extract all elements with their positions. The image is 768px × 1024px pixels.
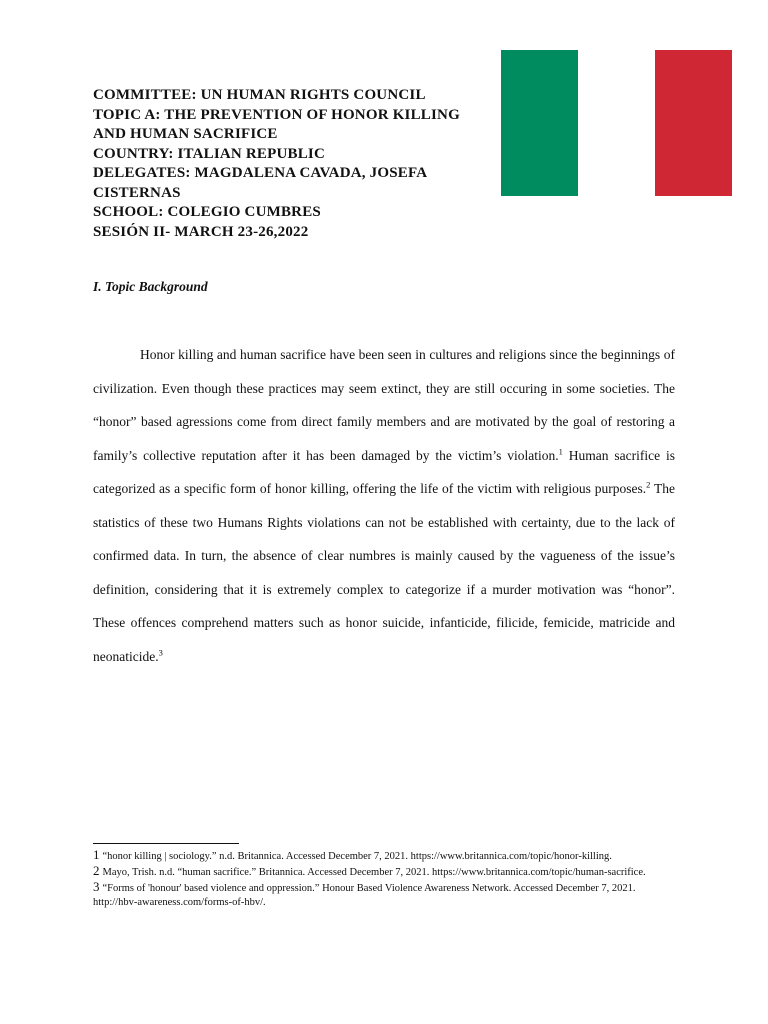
footnote-number: 1 <box>93 847 100 862</box>
document-header <box>93 86 493 242</box>
footnote-divider <box>93 843 239 844</box>
footnote-text: “Forms of 'honour' based violence and oppression.” Honour Based Violence Awareness Network. Accessed December 7, 2021. http://hbv-awareness.com/forms-of-hbv/. <box>93 883 636 908</box>
footnote-ref-2: 2 <box>646 479 651 490</box>
footnote-number: 3 <box>93 879 100 894</box>
footnote-ref-3: 3 <box>158 647 163 657</box>
body-paragraph-container <box>93 338 675 673</box>
committee-line: COMMITTEE: UN HUMAN RIGHTS COUNCIL <box>93 87 426 103</box>
section-title: I. Topic Background <box>93 279 208 294</box>
flag-white-band <box>578 50 655 196</box>
footnote-number: 2 <box>93 863 100 878</box>
footnote <box>93 848 675 864</box>
footnote-text: “honor killing | sociology.” n.d. Britannica. Accessed December 7, 2021. https://www.britannica.com/topic/honor-killing. <box>102 851 612 862</box>
paragraph-segment-1: Honor killing and human sacrifice have been seen in cultures and religions since the beginnings of civilization. Even though these practices may seem extinct, they are still occuring in some societies. The “honor” based agressions come from direct family members and are motivated by the goal of restoring a family’s collective reputation after it has been damaged by the victim’s violation. <box>93 347 675 463</box>
body-paragraph <box>93 338 675 673</box>
footnote <box>93 864 675 880</box>
topic-line: TOPIC A: THE PREVENTION OF HONOR KILLING AND HUMAN SACRIFICE <box>93 106 460 142</box>
footnotes <box>93 848 675 910</box>
country-line: COUNTRY: ITALIAN REPUBLIC <box>93 145 326 162</box>
flag-red-band <box>655 50 732 196</box>
session-line: SESIÓN II- MARCH 23-26,2022 <box>93 223 309 240</box>
school-line: SCHOOL: COLEGIO CUMBRES <box>93 204 321 220</box>
paragraph-segment-2: Human sacrifice is categorized as a specific form of honor killing, offering the life of the victim with religious purposes. <box>93 447 675 496</box>
footnote-text: Mayo, Trish. n.d. “human sacrifice.” Britannica. Accessed December 7, 2021. https://www.britannica.com/topic/human-sacrifice. <box>102 867 646 878</box>
flag-green-band <box>501 50 578 196</box>
italy-flag-icon <box>501 50 732 196</box>
delegates-line: DELEGATES: MAGDALENA CAVADA, JOSEFA CISTERNAS <box>93 165 427 201</box>
footnote-ref-1: 1 <box>558 446 563 456</box>
paragraph-segment-3: The statistics of these two Humans Rights violations can not be established with certainty, due to the lack of confirmed data. In turn, the absence of clear numbres is mainly caused by the vagueness of the issue’s definition, considering that it is extremely complex to categorize if a murder motivation was “honor”. These offences comprehend matters such as honor suicide, infanticide, filicide, femicide, matricide and neonaticide. <box>93 481 675 664</box>
footnote <box>93 880 675 910</box>
